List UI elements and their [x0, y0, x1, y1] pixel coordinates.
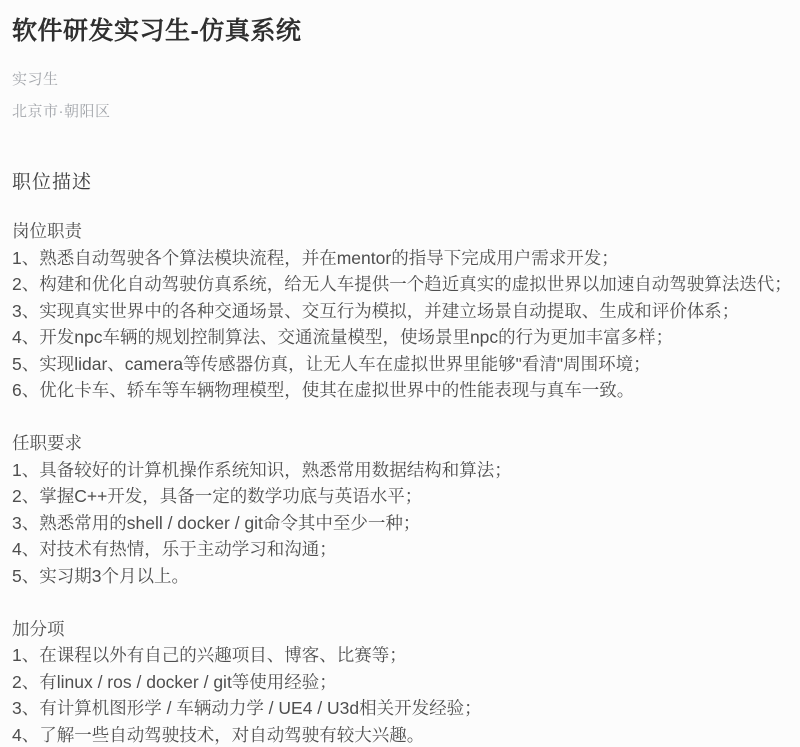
- section-heading: 岗位职责: [12, 221, 82, 241]
- section-heading: 任职要求: [12, 433, 82, 453]
- list-item: 2、掌握C++开发，具备一定的数学功底与英语水平；: [12, 486, 423, 506]
- list-item: 1、熟悉自动驾驶各个算法模块流程，并在mentor的指导下完成用户需求开发；: [12, 247, 619, 268]
- list-item: 1、在课程以外有自己的兴趣项目、博客、比赛等；: [12, 645, 407, 665]
- section-bonus-points: [12, 616, 788, 747]
- job-description-section-title: 职位描述: [12, 172, 93, 193]
- list-item: 1、具备较好的计算机操作系统知识，熟悉常用数据结构和算法；: [12, 459, 512, 480]
- list-item: 3、有计算机图形学 / 车辆动力学 / UE4 / U3d相关开发经验；: [12, 698, 482, 718]
- list-item: 5、实现lidar、camera等传感器仿真，让无人车在虚拟世界里能够"看清"周围环境；: [12, 353, 651, 374]
- section-heading: 加分项: [12, 618, 65, 639]
- list-item: 2、有linux / ros / docker / git等使用经验；: [12, 671, 337, 692]
- list-item: 5、实习期3个月以上。: [12, 565, 189, 586]
- list-item: 4、对技术有热情，乐于主动学习和沟通；: [12, 539, 337, 559]
- job-location-label: 北京市·朝阳区: [12, 103, 111, 120]
- job-type-label: 实习生: [12, 71, 59, 88]
- page-title: 软件研发实习生-仿真系统: [12, 17, 302, 45]
- job-description-body: [12, 218, 792, 747]
- list-item: 4、开发npc车辆的规划控制算法、交通流量模型，使场景里npc的行为更加丰富多样；: [12, 327, 674, 347]
- section-responsibilities: [12, 218, 792, 404]
- list-item: 3、熟悉常用的shell / docker / git命令其中至少一种；: [12, 512, 421, 533]
- list-item: 6、优化卡车、轿车等车辆物理模型，使其在虚拟世界中的性能表现与真车一致。: [12, 380, 635, 400]
- list-item: 3、实现真实世界中的各种交通场景、交互行为模拟，并建立场景自动提取、生成和评价体系；: [12, 300, 740, 321]
- list-item: 2、构建和优化自动驾驶仿真系统，给无人车提供一个趋近真实的虚拟世界以加速自动驾驶算法迭代；: [12, 274, 792, 294]
- list-item: 4、了解一些自动驾驶技术，对自动驾驶有较大兴趣。: [12, 724, 425, 745]
- section-requirements: [12, 430, 788, 589]
- job-detail-page: [0, 14, 800, 747]
